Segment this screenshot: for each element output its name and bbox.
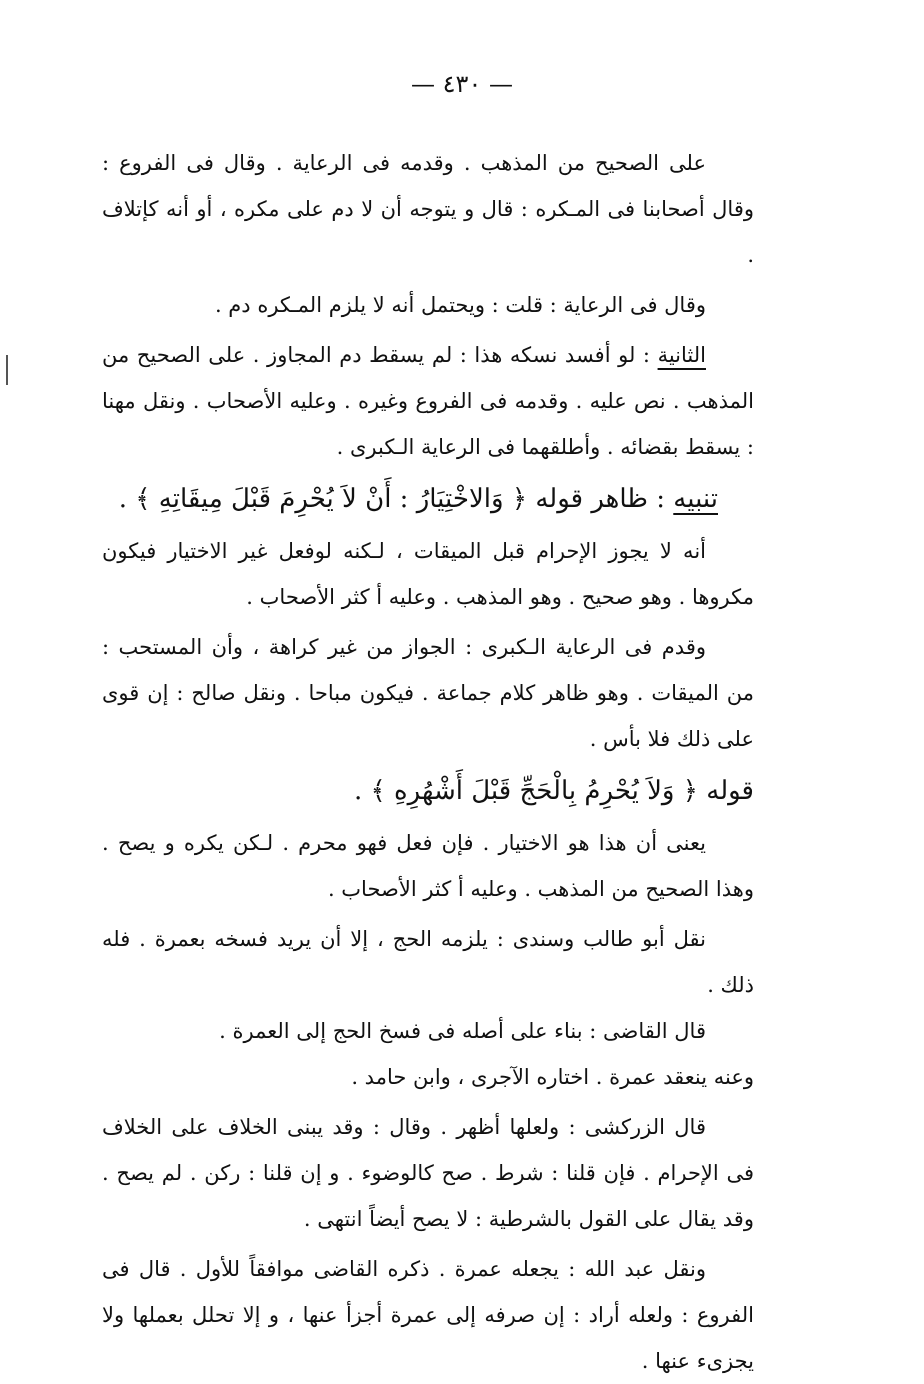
paragraph: على الصحيح من المذهب . وقدمه فى الرعاية . وقال فى الفروع : وقال أصحابنا فى المـكره : قال و يتوجه أن لا دم على مكره ، أو أنه كإتلاف . <box>102 151 754 267</box>
paragraph: يعنى أن هذا هو الاختيار . فإن فعل فهو محرم . لـكن يكره و يصح . وهذا الصحيح من المذهب . وعليه أ كثر الأصحاب . <box>102 831 754 901</box>
paragraph <box>102 332 754 470</box>
heading-end: . <box>353 776 371 806</box>
section-heading <box>102 470 754 528</box>
page-number: — ٤٣٠ — <box>411 70 513 98</box>
paragraph: ونقل عبد الله : يجعله عمرة . ذكره القاضى موافقاً للأول . قال فى الفروع : ولعله أراد : إن صرفه إلى عمرة أجزأ عنها ، و إلا تحلل بعملها ولا يجزىء عنها . <box>102 1257 754 1373</box>
paragraph: أنه لا يجوز الإحرام قبل الميقات ، لـكنه لوفعل غير الاختيار فيكون مكروها . وهو صحيح . وهو المذهب . وعليه أ كثر الأصحاب . <box>102 539 754 609</box>
paragraph-text: : لو أفسد نسكه هذا : لم يسقط دم المجاوز . على الصحيح من المذهب . نص عليه . وقدمه فى الفروع وغيره . وعليه الأصحاب . ونقل مهنا : يسقط بقضائه . وأطلقهما فى الرعاية الـكبرى . <box>102 343 754 459</box>
paragraph: وقدم فى الرعاية الـكبرى : الجواز من غير كراهة ، وأن المستحب : من الميقات . وهو ظاهر كلام جماعة . فيكون مباحا . ونقل صالح : إن قوى على ذلك فلا بأس . <box>102 635 754 751</box>
quoted-text: ﴿ وَالاخْتِيَارُ : أَنْ لاَ يُحْرِمَ قَبْلَ مِيقَاتِهِ ﴾ <box>135 484 528 514</box>
heading-text: قوله <box>698 776 754 806</box>
heading-end: . <box>118 484 136 514</box>
paragraph: قال الزركشى : ولعلها أظهر . وقال : وقد يبنى الخلاف على الخلاف فى الإحرام . فإن قلنا : شرط . صح كالوضوء . و إن قلنا : ركن . لم يصح . وقد يقال على القول بالشرطية : لا يصح أيضاً انتهى . <box>102 1115 754 1231</box>
paragraph: وقال فى الرعاية : قلت : ويحتمل أنه لا يلزم المـكره دم . <box>214 293 706 317</box>
paragraph: نقل أبو طالب وسندى : يلزمه الحج ، إلا أن يريد فسخه بعمرة . فله ذلك . <box>102 927 754 997</box>
section-heading <box>102 762 754 820</box>
paragraph: قال القاضى : بناء على أصله فى فسخ الحج إلى العمرة . <box>219 1019 706 1043</box>
lead-word: الثانية <box>657 343 706 367</box>
heading-text: : ظاهر قوله <box>527 484 674 514</box>
heading-lead-word: تنبيه <box>673 484 718 514</box>
quoted-text: ﴿ وَلاَ يُحْرِمُ بِالْحَجِّ قَبْلَ أَشْهُرِهِ ﴾ <box>370 776 698 806</box>
page-body <box>102 140 754 1384</box>
margin-mark <box>6 355 8 385</box>
paragraph: وعنه ينعقد عمرة . اختاره الآجرى ، وابن حامد . <box>351 1065 754 1089</box>
